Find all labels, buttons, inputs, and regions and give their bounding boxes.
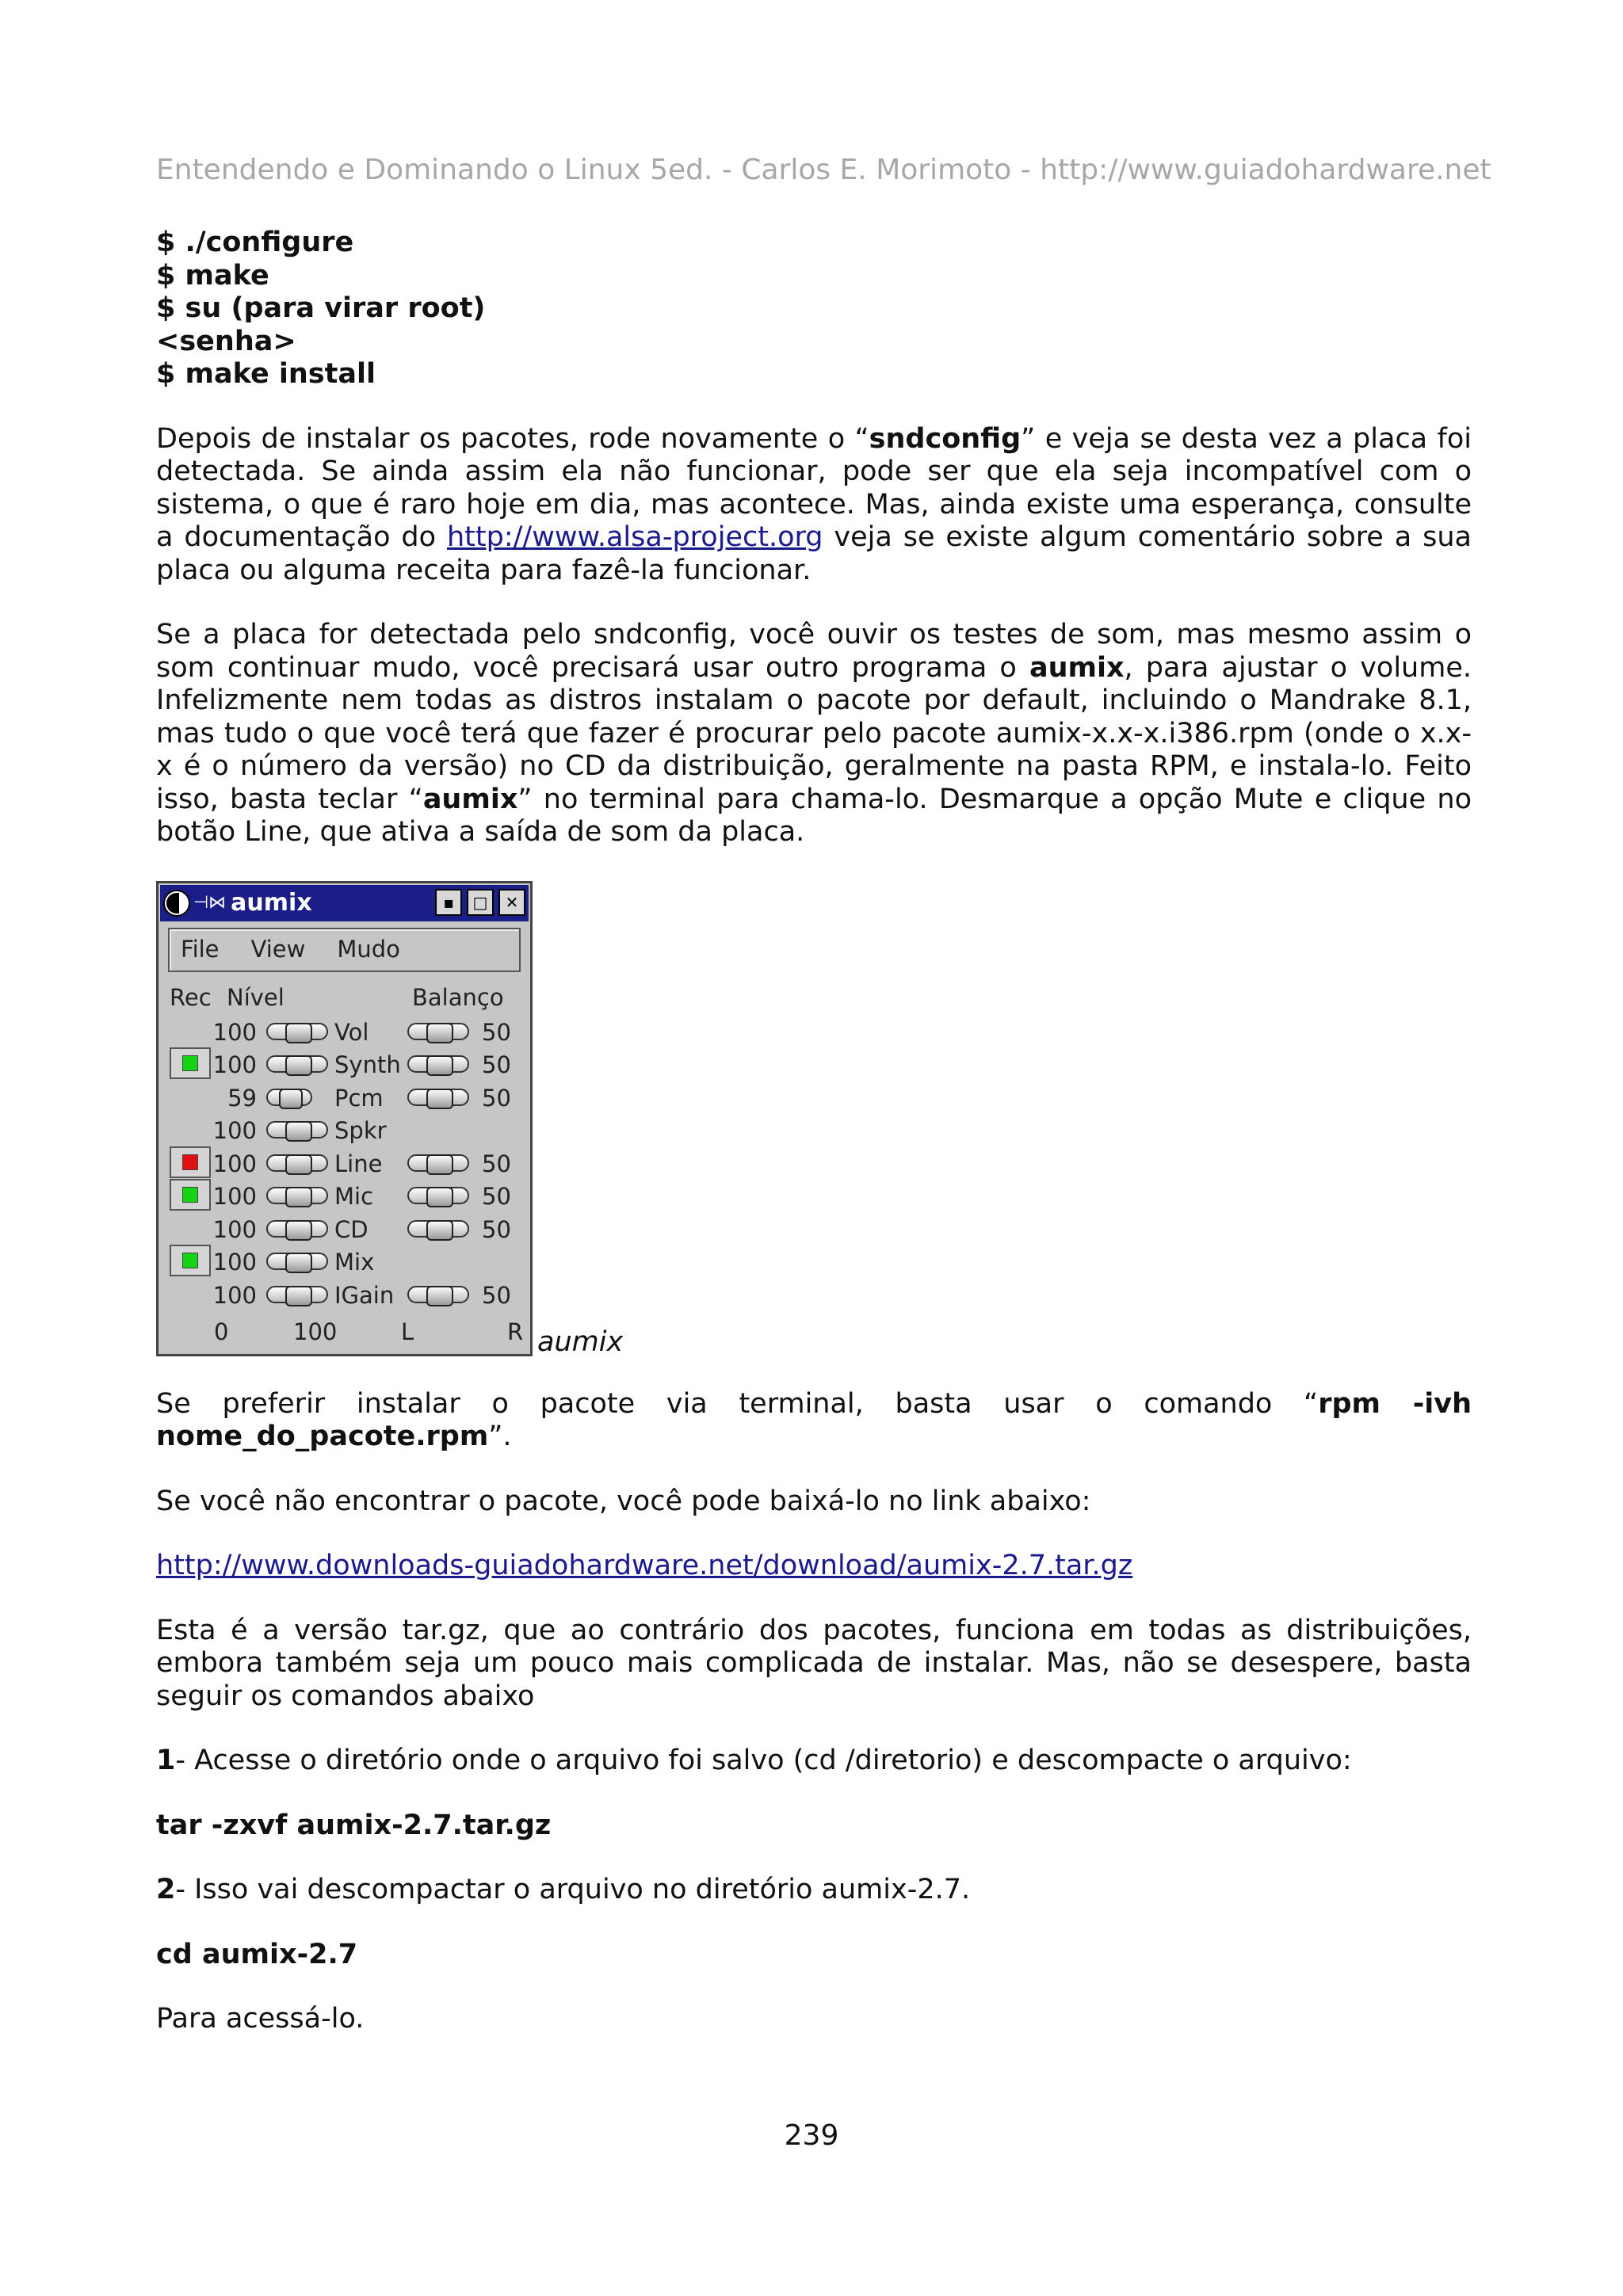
page-number: 239 — [784, 2119, 839, 2152]
level-value: 100 — [212, 1117, 257, 1144]
channel-row-igain — [158, 1278, 530, 1311]
step-text: - Acesse o diretório onde o arquivo foi salvo (cd /diretorio) e descompacte o arquivo: — [175, 1745, 1352, 1776]
running-header: Entendendo e Dominando o Linux 5ed. - Carlos E. Morimoto - http://www.guiadohardware.net — [156, 154, 1491, 186]
level-slider[interactable] — [266, 1089, 312, 1106]
text-run: Se preferir instalar o pacote via terminal, basta usar o comando “ — [156, 1387, 1319, 1420]
maximize-icon[interactable]: □ — [467, 889, 494, 916]
balance-slider[interactable] — [407, 1220, 469, 1238]
menu-mudo[interactable]: Mudo — [337, 935, 400, 963]
paragraph-rpm — [156, 1388, 1472, 1454]
paragraph-download: Se você não encontrar o pacote, você pode baixá-lo no link abaixo: — [156, 1485, 1091, 1517]
balance-slider[interactable] — [407, 1089, 469, 1106]
text-run: ” no terminal para chama-lo. Desmarque a opção Mute e clique no botão Line, que ativa a saída de som da placa. — [156, 783, 1472, 848]
paragraph-access: Para acessá-lo. — [156, 2003, 365, 2035]
level-slider[interactable] — [266, 1187, 328, 1204]
code-line: $ make — [156, 259, 269, 292]
channel-row-spkr — [158, 1113, 530, 1146]
text-run: , para ajustar o volume. Infelizmente nem todas as distros instalam o pacote por default, incluindo o Mandrake 8.1, mas tudo o que você terá que fazer é procurar pelo pacote aumix-x.x-x.i386.rpm (onde o x.x-x é o número da versão) no CD da distribuição, geralmente na pasta RPM, e instala-lo. Feito isso, basta teclar “ — [156, 651, 1472, 815]
channel-row-mic — [158, 1179, 530, 1212]
rec-indicator-icon — [182, 1055, 198, 1071]
step-number: 1 — [156, 1745, 176, 1776]
level-value: 100 — [212, 1215, 257, 1243]
figure-caption: aumix — [537, 1325, 624, 1358]
balance-value: 50 — [482, 1183, 511, 1210]
channel-row-synth — [158, 1047, 530, 1081]
balance-value: 50 — [482, 1018, 511, 1046]
level-slider[interactable] — [266, 1220, 328, 1238]
text-run-bold: aumix — [1029, 651, 1125, 684]
rec-indicator-icon — [182, 1187, 198, 1203]
figure-aumix — [156, 881, 1472, 1356]
column-header-level: Nível — [227, 983, 285, 1011]
text-run-bold: sndconfig — [869, 422, 1022, 455]
scale-left: L — [401, 1318, 414, 1345]
menu-view[interactable]: View — [250, 935, 306, 963]
level-value: 100 — [212, 1051, 257, 1078]
code-line: $ ./configure — [156, 227, 354, 258]
balance-value: 50 — [482, 1150, 511, 1177]
step-number: 2 — [156, 1874, 176, 1905]
pin-icon[interactable]: ⊣⋈ — [193, 892, 227, 913]
level-slider[interactable] — [266, 1023, 328, 1040]
paragraph-aumix — [156, 619, 1472, 849]
title-buttons — [435, 889, 525, 916]
level-value: 100 — [212, 1018, 257, 1046]
rec-indicator-icon — [182, 1154, 198, 1170]
scale-right: R — [507, 1318, 524, 1345]
level-slider[interactable] — [266, 1154, 328, 1172]
channel-name: Line — [334, 1150, 383, 1177]
scale-max: 100 — [293, 1318, 338, 1345]
aumix-window — [156, 881, 533, 1356]
text-run: ”. — [488, 1421, 512, 1452]
text-run: Se a placa for detectada pelo sndconfig, você ouvir os testes de som, mas mesmo assim o som continuar mudo, você precisará usar outro programa o — [156, 619, 1472, 684]
paragraph-targz: Esta é a versão tar.gz, que ao contrário dos pacotes, funciona em todas as distribuições, embora também seja um pouco mais complicada de instalar. Mas, não se desespere, basta seguir os comandos abaixo — [156, 1614, 1472, 1712]
rec-toggle[interactable] — [170, 1245, 211, 1276]
level-value: 100 — [212, 1150, 257, 1177]
code-line: $ make install — [156, 358, 376, 390]
balance-slider[interactable] — [407, 1187, 469, 1204]
channel-row-vol — [158, 1015, 530, 1048]
text-run: ” e veja se desta vez a placa foi detectada. Se ainda assim ela não funcionar, pode ser que ela seja incompatível com o sistema, o que é raro hoje em dia, mas acontece. Mas, ainda existe uma esperança, consulte a documentação do — [156, 422, 1472, 553]
channel-row-pcm — [158, 1081, 530, 1114]
step-2 — [156, 1874, 1472, 1907]
rec-indicator-icon — [182, 1253, 198, 1268]
command-tar: tar -zxvf aumix-2.7.tar.gz — [156, 1809, 552, 1841]
column-header-balance: Balanço — [412, 983, 504, 1011]
command-cd: cd aumix-2.7 — [156, 1938, 358, 1970]
balance-value: 50 — [482, 1215, 511, 1243]
channel-row-cd — [158, 1212, 530, 1245]
channel-name: Mic — [334, 1183, 374, 1210]
balance-slider[interactable] — [407, 1023, 469, 1040]
channel-name: CD — [334, 1215, 369, 1243]
menu-bar — [168, 928, 521, 972]
channel-name: Synth — [334, 1051, 401, 1078]
level-slider[interactable] — [266, 1055, 328, 1073]
window-title: aumix — [231, 888, 312, 917]
title-bar[interactable] — [160, 885, 529, 921]
code-line: <senha> — [156, 325, 296, 357]
code-line: $ su (para virar root) — [156, 292, 486, 324]
text-run-bold: aumix — [422, 783, 518, 815]
level-value: 100 — [212, 1183, 257, 1210]
app-icon[interactable] — [163, 890, 190, 917]
level-value: 59 — [227, 1084, 257, 1112]
text-run: Depois de instalar os pacotes, rode novamente o “ — [156, 422, 869, 455]
minimize-icon[interactable]: ▪ — [435, 889, 462, 916]
download-link[interactable]: http://www.downloads-guiadohardware.net/download/aumix-2.7.tar.gz — [156, 1550, 1133, 1581]
text-run-bold: rpm -ivh nome_do_pacote.rpm — [156, 1387, 1472, 1452]
alsa-project-link[interactable]: http://www.alsa-project.org — [446, 521, 823, 553]
paragraph-sndconfig — [156, 423, 1472, 588]
level-value: 100 — [212, 1281, 257, 1309]
channel-row-mix — [158, 1245, 530, 1278]
balance-value: 50 — [482, 1084, 511, 1112]
channel-name: IGain — [334, 1281, 395, 1309]
rec-toggle[interactable] — [170, 1179, 211, 1211]
menu-file[interactable]: File — [181, 935, 220, 963]
channel-name: Spkr — [334, 1117, 387, 1144]
balance-slider[interactable] — [407, 1154, 469, 1172]
close-icon[interactable]: ✕ — [498, 889, 525, 916]
text-run: veja se existe algum comentário sobre a sua placa ou alguma receita para fazê-la funcionar. — [156, 521, 1472, 586]
code-block-install — [156, 227, 1472, 391]
level-value: 100 — [212, 1249, 257, 1276]
balance-slider[interactable] — [407, 1286, 469, 1303]
balance-value: 50 — [482, 1281, 511, 1309]
level-slider[interactable] — [266, 1253, 328, 1270]
balance-slider[interactable] — [407, 1055, 469, 1073]
column-header-rec: Rec — [170, 983, 212, 1011]
channel-row-line — [158, 1146, 530, 1180]
scale-min: 0 — [214, 1318, 229, 1345]
level-slider[interactable] — [266, 1286, 328, 1303]
step-text: - Isso vai descompactar o arquivo no diretório aumix-2.7. — [175, 1874, 971, 1905]
channel-name: Mix — [334, 1249, 375, 1276]
paragraph-link — [156, 1550, 1472, 1583]
channel-name: Pcm — [334, 1084, 384, 1112]
page-content — [156, 227, 1472, 2068]
rec-toggle[interactable] — [170, 1146, 211, 1178]
rec-toggle[interactable] — [170, 1047, 211, 1079]
level-slider[interactable] — [266, 1121, 328, 1138]
channel-name: Vol — [334, 1018, 369, 1046]
step-1 — [156, 1745, 1472, 1778]
balance-value: 50 — [482, 1051, 511, 1078]
